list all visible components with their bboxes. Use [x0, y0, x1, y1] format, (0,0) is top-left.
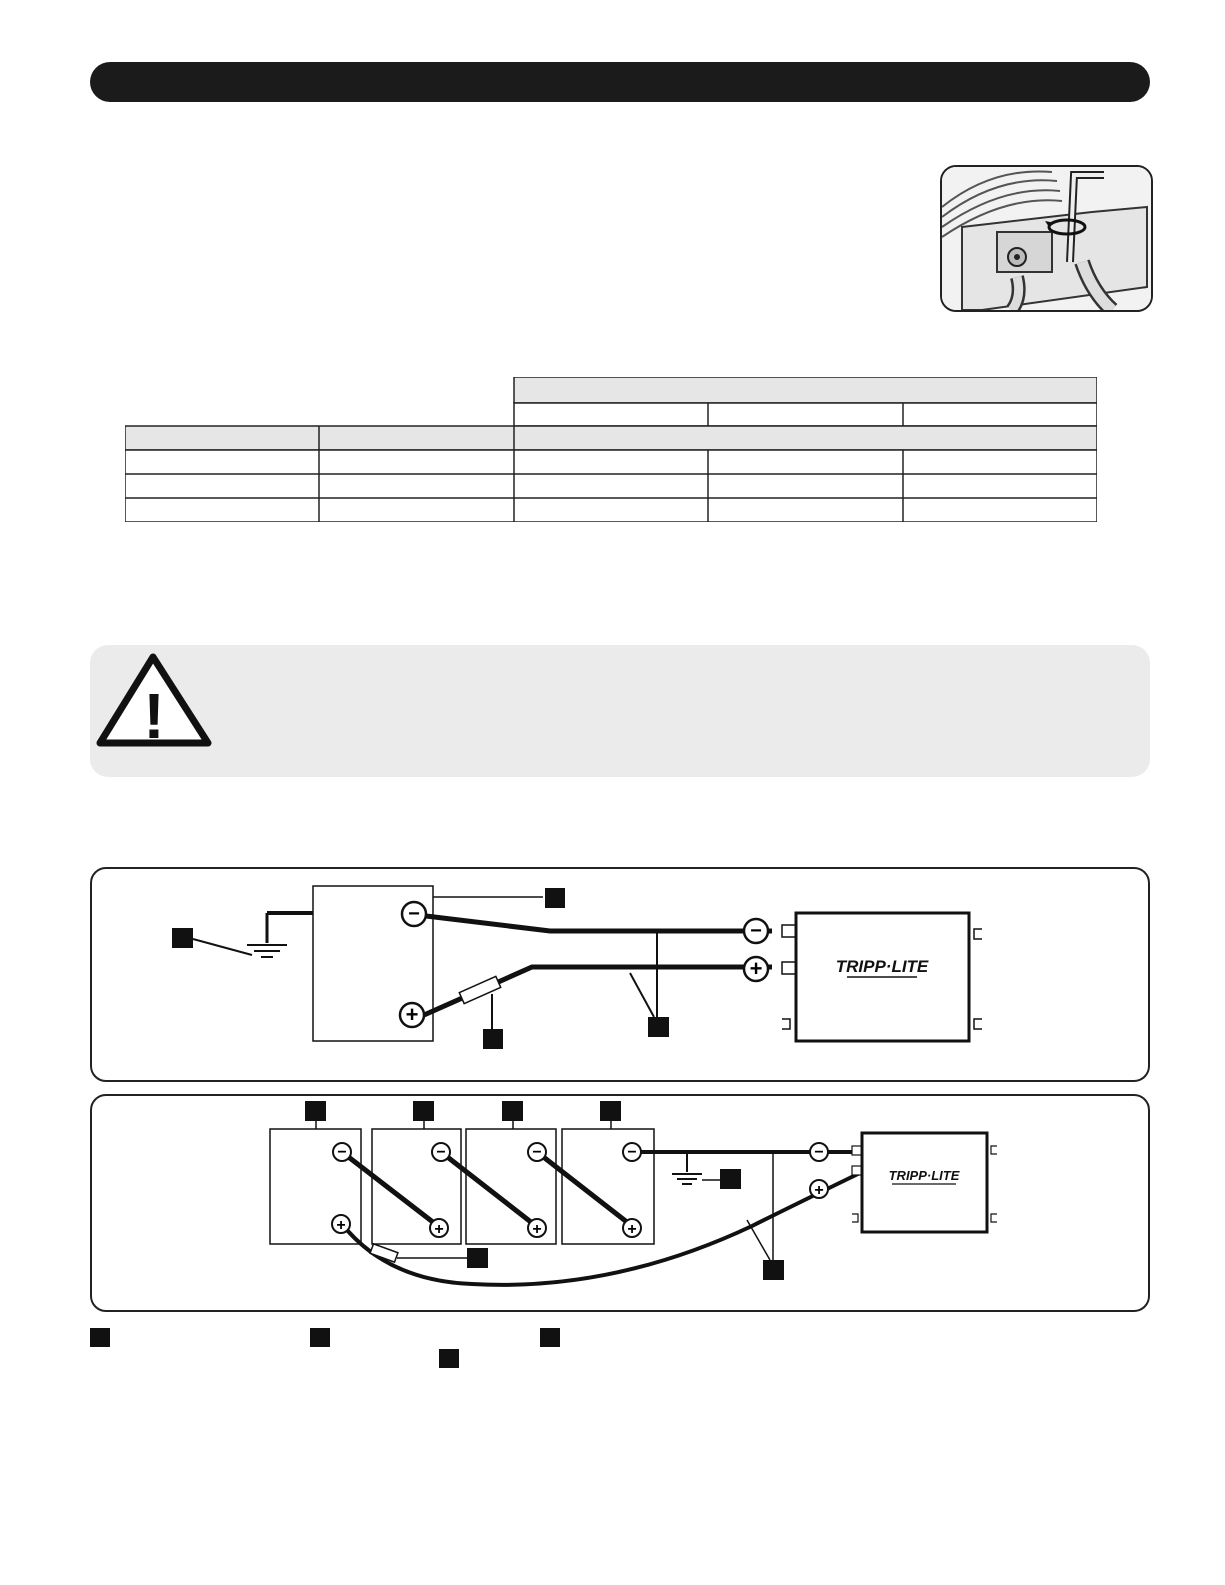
- battery-4-positive: +: [627, 1221, 637, 1238]
- battery-3-callout-marker: [502, 1101, 523, 1121]
- legend-marker-4: [439, 1349, 459, 1368]
- wire-gauge-table: [125, 377, 1097, 522]
- inverter-negative-terminal: −: [750, 920, 762, 942]
- cable-callout-marker-2: [763, 1260, 784, 1280]
- battery-callout-marker: [545, 888, 565, 908]
- tripp-lite-logo: TRIPP·LITE: [835, 957, 929, 976]
- battery-2-callout-marker: [413, 1101, 434, 1121]
- legend-marker-1: [90, 1328, 110, 1347]
- warning-exclamation: !: [143, 680, 165, 752]
- battery-1-callout-marker: [305, 1101, 326, 1121]
- battery-3-negative: −: [532, 1144, 542, 1161]
- single-battery-diagram: [90, 867, 1150, 1082]
- battery-4-negative: −: [627, 1144, 637, 1161]
- fuse-callout-marker-2: [467, 1248, 488, 1268]
- battery-1-negative: −: [337, 1144, 347, 1161]
- inverter-positive-terminal: +: [749, 956, 763, 981]
- diagram-legend: [90, 1326, 590, 1371]
- section-header-bar: [90, 62, 1150, 102]
- negative-terminal: −: [408, 903, 420, 925]
- terminal-tightening-photo: [940, 165, 1153, 312]
- cable-callout-marker: [648, 1017, 669, 1037]
- legend-marker-3: [540, 1328, 560, 1347]
- ground-callout-marker-2: [720, 1169, 741, 1189]
- fuse: [459, 976, 500, 1003]
- positive-terminal: +: [405, 1002, 419, 1027]
- warning-panel: [90, 645, 1150, 777]
- battery-2-negative: −: [436, 1144, 446, 1161]
- inverter-2-negative: −: [814, 1144, 824, 1161]
- battery-1-positive: +: [336, 1217, 346, 1234]
- battery-4-callout-marker: [600, 1101, 621, 1121]
- battery-3-positive: +: [532, 1221, 542, 1238]
- ground-callout-marker: [172, 928, 193, 948]
- legend-marker-2: [310, 1328, 330, 1347]
- battery-2-positive: +: [434, 1221, 444, 1238]
- warning-triangle-icon: [90, 645, 230, 777]
- parallel-battery-diagram: [90, 1094, 1150, 1312]
- tripp-lite-logo-2: TRIPP·LITE: [888, 1168, 960, 1183]
- fuse-callout-marker: [483, 1029, 503, 1049]
- inverter-2-positive: +: [814, 1182, 824, 1199]
